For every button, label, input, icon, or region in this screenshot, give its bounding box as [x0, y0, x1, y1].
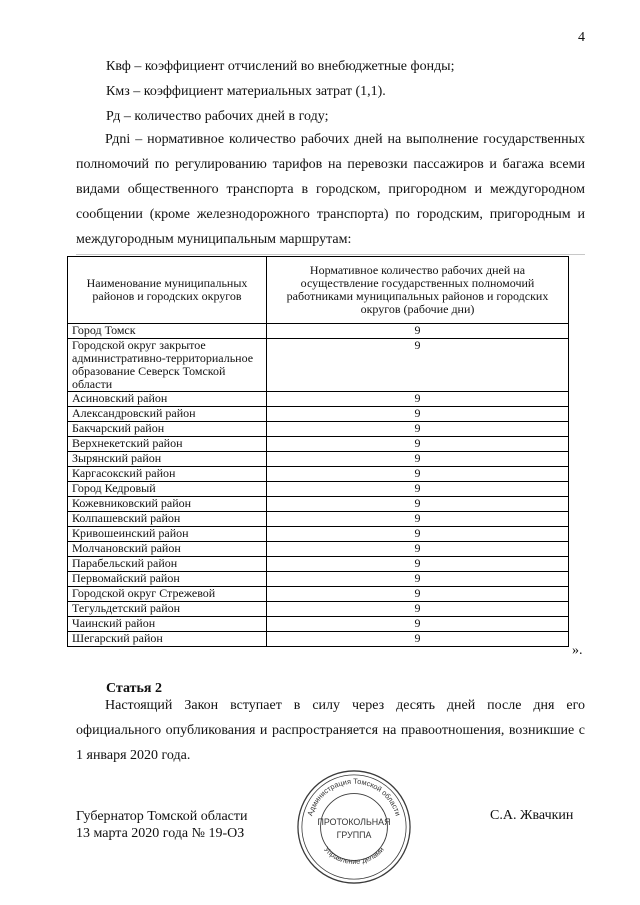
municipality-name: Город Томск — [68, 324, 267, 339]
workdays-table — [67, 256, 569, 647]
workdays-value: 9 — [267, 324, 569, 339]
municipality-name: Асиновский район — [68, 392, 267, 407]
municipality-name: Молчановский район — [68, 542, 267, 557]
page-number: 4 — [578, 30, 585, 45]
municipality-name: Зырянский район — [68, 452, 267, 467]
workdays-value: 9 — [267, 452, 569, 467]
table-row — [68, 452, 569, 467]
municipality-name: Каргасокский район — [68, 467, 267, 482]
table-row — [68, 572, 569, 587]
table-row — [68, 392, 569, 407]
municipality-name: Кривошеинский район — [68, 527, 267, 542]
workdays-value: 9 — [267, 437, 569, 452]
municipality-name: Парабельский район — [68, 557, 267, 572]
definition-rd: Рд – количество рабочих дней в году; — [106, 109, 329, 124]
table-row — [68, 422, 569, 437]
table-row — [68, 324, 569, 339]
signature-block — [76, 808, 248, 842]
table-row — [68, 339, 569, 392]
governor-name: С.А. Жвачкин — [490, 808, 574, 823]
column-header-municipality: Наименование муниципальных районов и городских округов — [68, 257, 267, 324]
workdays-value: 9 — [267, 587, 569, 602]
table-row — [68, 407, 569, 422]
table-row — [68, 557, 569, 572]
municipality-name: Бакчарский район — [68, 422, 267, 437]
workdays-value: 9 — [267, 407, 569, 422]
stamp-bottom-text: Управление делами — [322, 844, 386, 866]
governor-title: Губернатор Томской области — [76, 809, 248, 824]
table-row — [68, 467, 569, 482]
municipality-name: Город Кедровый — [68, 482, 267, 497]
table-row — [68, 602, 569, 617]
municipality-name: Кожевниковский район — [68, 497, 267, 512]
table-row — [68, 482, 569, 497]
municipality-name: Чаинский район — [68, 617, 267, 632]
municipality-name: Тегульдетский район — [68, 602, 267, 617]
workdays-value: 9 — [267, 557, 569, 572]
official-stamp — [295, 768, 413, 886]
closing-quote: ». — [572, 643, 583, 658]
table-row — [68, 497, 569, 512]
municipality-name: Городской округ Стрежевой — [68, 587, 267, 602]
svg-text:Управление делами — [322, 845, 386, 866]
workdays-value: 9 — [267, 467, 569, 482]
municipality-name: Первомайский район — [68, 572, 267, 587]
workdays-value: 9 — [267, 339, 569, 392]
municipality-name: Шегарский район — [68, 632, 267, 647]
stamp-center-line2: ГРУППА — [336, 829, 372, 840]
law-date-number: 13 марта 2020 года № 19-ОЗ — [76, 826, 245, 841]
definition-kmz: Кмз – коэффициент материальных затрат (1,1). — [106, 84, 386, 99]
definition-kvf: Квф – коэффициент отчислений во внебюджетные фонды; — [106, 59, 455, 74]
stamp-center-line1: ПРОТОКОЛЬНАЯ — [317, 817, 391, 828]
table-header-row — [68, 257, 569, 324]
workdays-value: 9 — [267, 617, 569, 632]
table-row — [68, 437, 569, 452]
column-header-workdays: Нормативное количество рабочих дней на осуществление государственных полномочий работниками муниципальных районов и городских округов (рабочие дни) — [267, 257, 569, 324]
workdays-value: 9 — [267, 602, 569, 617]
municipality-name: Александровский район — [68, 407, 267, 422]
divider-line — [76, 254, 585, 255]
table-row — [68, 587, 569, 602]
rdni-paragraph: Рдni – нормативное количество рабочих дней на выполнение государственных полномочий по регулированию тарифов на перевозки пассажиров и багажа всеми видами общественного транспорта в городском, пригородном и междугородном сообщении (кроме железнодорожного транспорта) по городским, пригородным и междугородным муниципальным маршрутам: — [76, 132, 585, 247]
municipality-name: Верхнекетский район — [68, 437, 267, 452]
workdays-value: 9 — [267, 422, 569, 437]
workdays-value: 9 — [267, 512, 569, 527]
workdays-value: 9 — [267, 497, 569, 512]
workdays-value: 9 — [267, 632, 569, 647]
table-row — [68, 512, 569, 527]
article-text: Настоящий Закон вступает в силу через десять дней после дня его официального опубликования и распространяется на правоотношения, возникшие с 1 января 2020 года. — [76, 698, 585, 763]
stamp-ring-text: Администрация Томской области — [305, 776, 403, 817]
table-row — [68, 617, 569, 632]
municipality-name: Городской округ закрытое административно-территориальное образование Северск Томской области — [68, 339, 267, 392]
municipality-name: Колпашевский район — [68, 512, 267, 527]
workdays-value: 9 — [267, 542, 569, 557]
table-row — [68, 542, 569, 557]
workdays-value: 9 — [267, 392, 569, 407]
article-title: Статья 2 — [106, 681, 162, 696]
table-row — [68, 632, 569, 647]
workdays-value: 9 — [267, 527, 569, 542]
workdays-value: 9 — [267, 572, 569, 587]
workdays-value: 9 — [267, 482, 569, 497]
table-row — [68, 527, 569, 542]
